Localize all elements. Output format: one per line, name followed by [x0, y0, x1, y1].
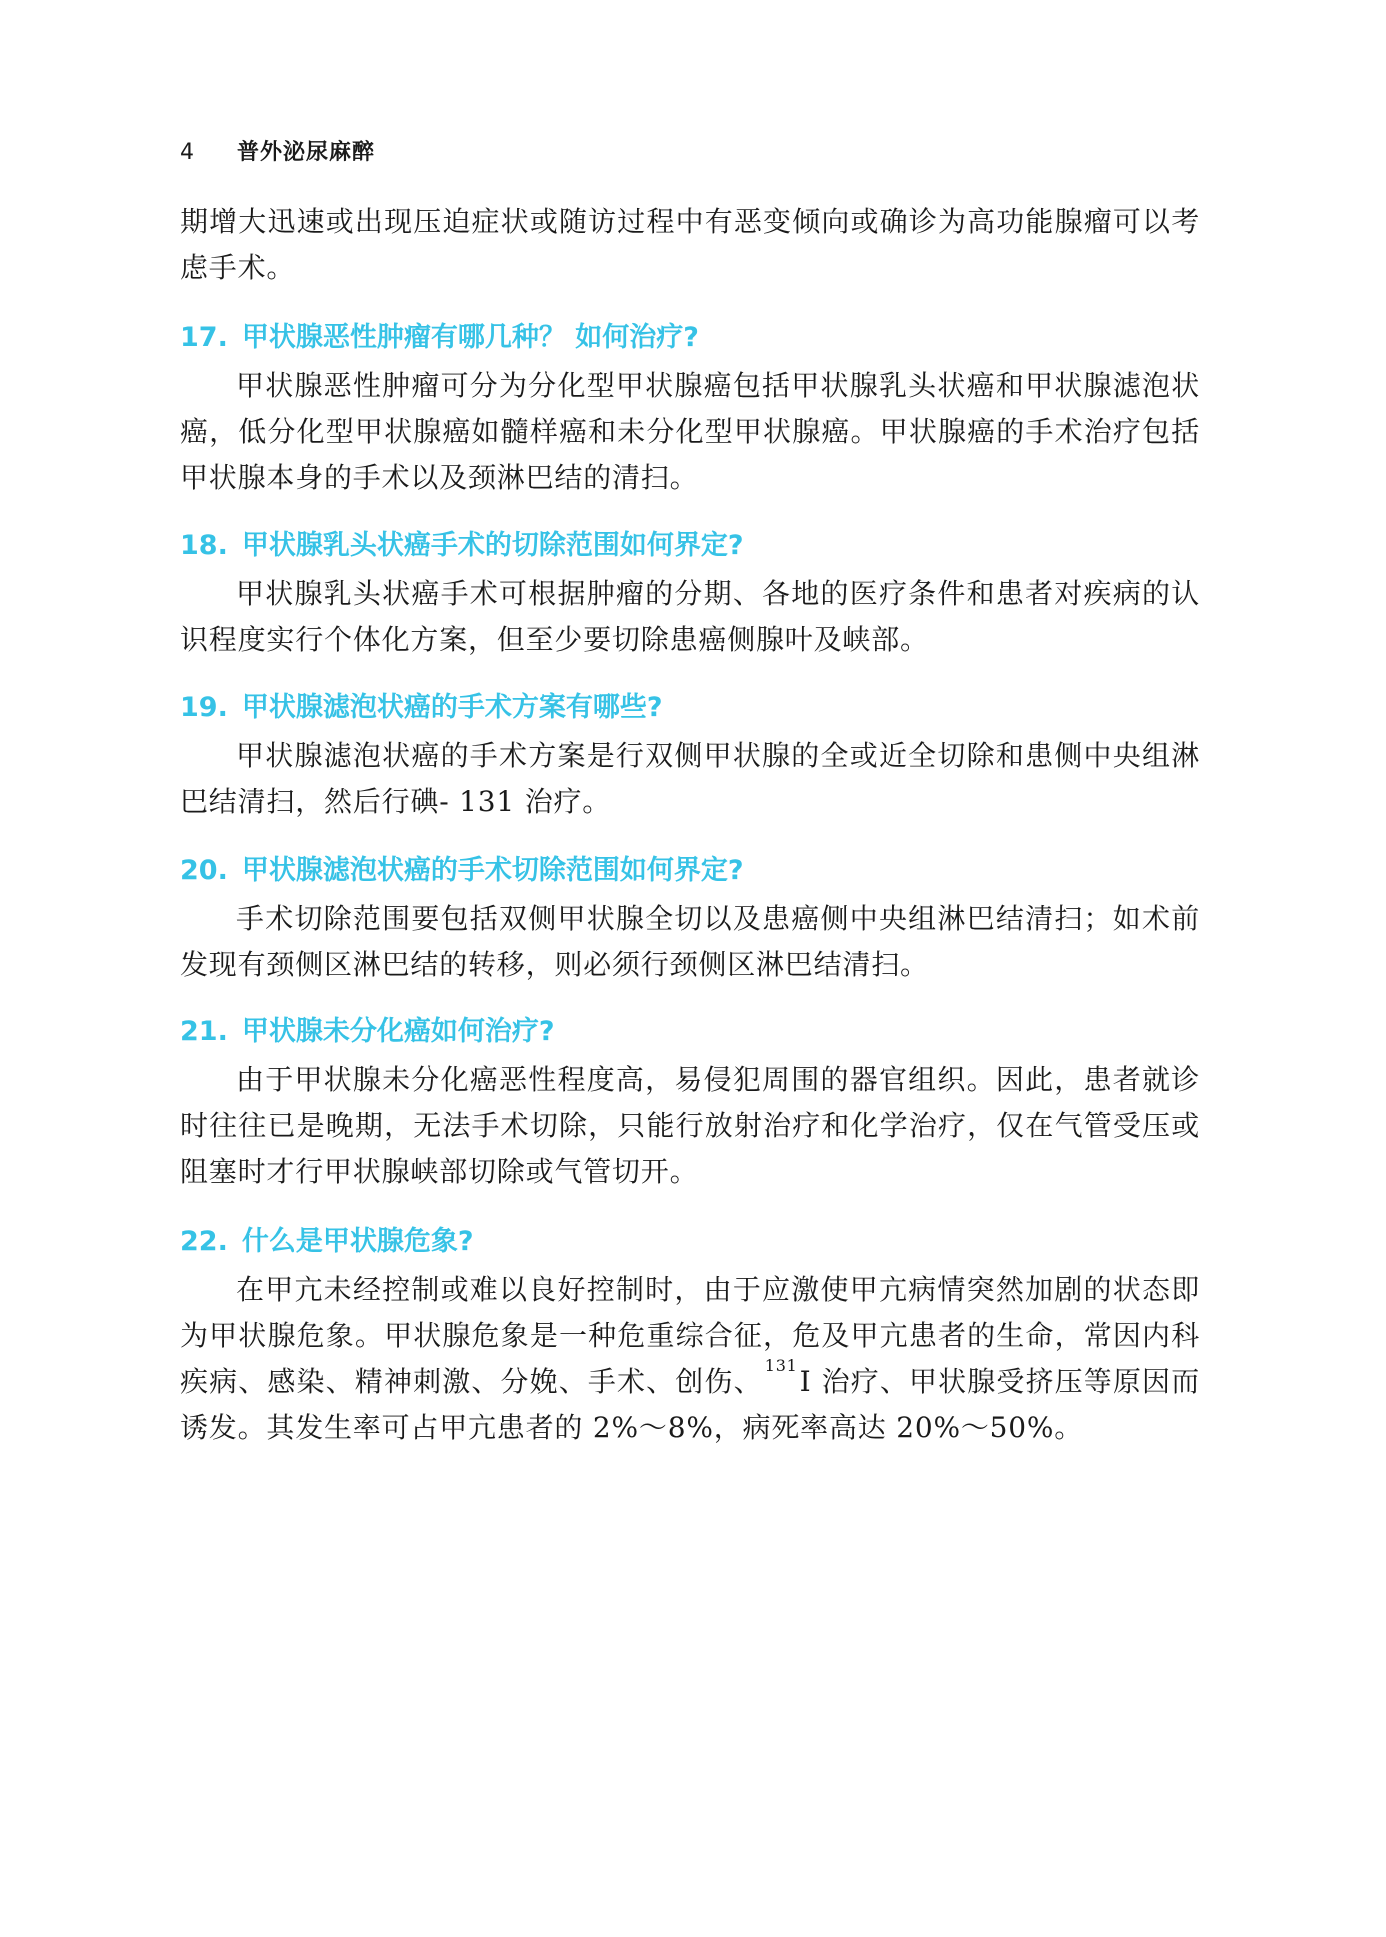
question-text: 甲状腺未分化癌如何治疗?: [241, 1016, 555, 1047]
question-number: 20.: [180, 855, 228, 886]
answer-paragraph-18: 甲状腺乳头状癌手术可根据肿瘤的分期、各地的医疗条件和患者对疾病的认识程度实行个体化方案，但至少要切除患癌侧腺叶及峡部。: [180, 577, 1200, 656]
question-heading-18: [180, 526, 1200, 566]
question-heading-19: [180, 688, 1200, 728]
continuation-paragraph: 期增大迅速或出现压迫症状或随访过程中有恶变倾向或确诊为高功能腺瘤可以考虑手术。: [180, 205, 1200, 284]
answer-text-part-2: I 治疗、甲状腺受挤压等原因而诱发。其发生率可占甲亢患者的 2%～8%，病死率高达 20%～50%。: [180, 1365, 1200, 1444]
question-number: 21.: [180, 1016, 228, 1047]
isotope-superscript: 131: [764, 1355, 798, 1375]
answer-paragraph-17: 甲状腺恶性肿瘤可分为分化型甲状腺癌包括甲状腺乳头状癌和甲状腺滤泡状癌，低分化型甲状腺癌如髓样癌和未分化型甲状腺癌。甲状腺癌的手术治疗包括甲状腺本身的手术以及颈淋巴结的清扫。: [180, 369, 1200, 494]
question-text: 甲状腺乳头状癌手术的切除范围如何界定?: [241, 530, 744, 561]
page-number: 4: [180, 140, 194, 165]
running-header: [180, 142, 375, 164]
answer-paragraph-19: 甲状腺滤泡状癌的手术方案是行双侧甲状腺的全或近全切除和患侧中央组淋巴结清扫，然后行碘- 131 治疗。: [180, 739, 1200, 818]
question-heading-22: [180, 1222, 1200, 1262]
question-number: 17.: [180, 322, 228, 353]
answer-paragraph-21: 由于甲状腺未分化癌恶性程度高，易侵犯周围的器官组织。因此，患者就诊时往往已是晚期，无法手术切除，只能行放射治疗和化学治疗，仅在气管受压或阻塞时才行甲状腺峡部切除或气管切开。: [180, 1063, 1200, 1188]
answer-text-part-1: 在甲亢未经控制或难以良好控制时，由于应激使甲亢病情突然加剧的状态即为甲状腺危象。甲状腺危象是一种危重综合征，危及甲亢患者的生命，常因内科疾病、感染、精神刺激、分娩、手术、创伤、: [180, 1273, 1200, 1398]
answer-paragraph-20: 手术切除范围要包括双侧甲状腺全切以及患癌侧中央组淋巴结清扫；如术前发现有颈侧区淋巴结的转移，则必须行颈侧区淋巴结清扫。: [180, 902, 1200, 981]
answer-paragraph-22: [180, 1267, 1200, 1451]
question-text: 甲状腺滤泡状癌的手术方案有哪些?: [241, 692, 663, 723]
question-heading-20: [180, 851, 1200, 891]
question-text: 甲状腺恶性肿瘤有哪几种？ 如何治疗?: [241, 322, 699, 353]
question-number: 18.: [180, 530, 228, 561]
question-text: 什么是甲状腺危象?: [241, 1226, 474, 1257]
question-heading-21: [180, 1012, 1200, 1052]
running-title: 普外泌尿麻醉: [237, 140, 376, 165]
question-number: 22.: [180, 1226, 228, 1257]
question-text: 甲状腺滤泡状癌的手术切除范围如何界定?: [241, 855, 744, 886]
question-heading-17: [180, 318, 1200, 358]
question-number: 19.: [180, 692, 228, 723]
